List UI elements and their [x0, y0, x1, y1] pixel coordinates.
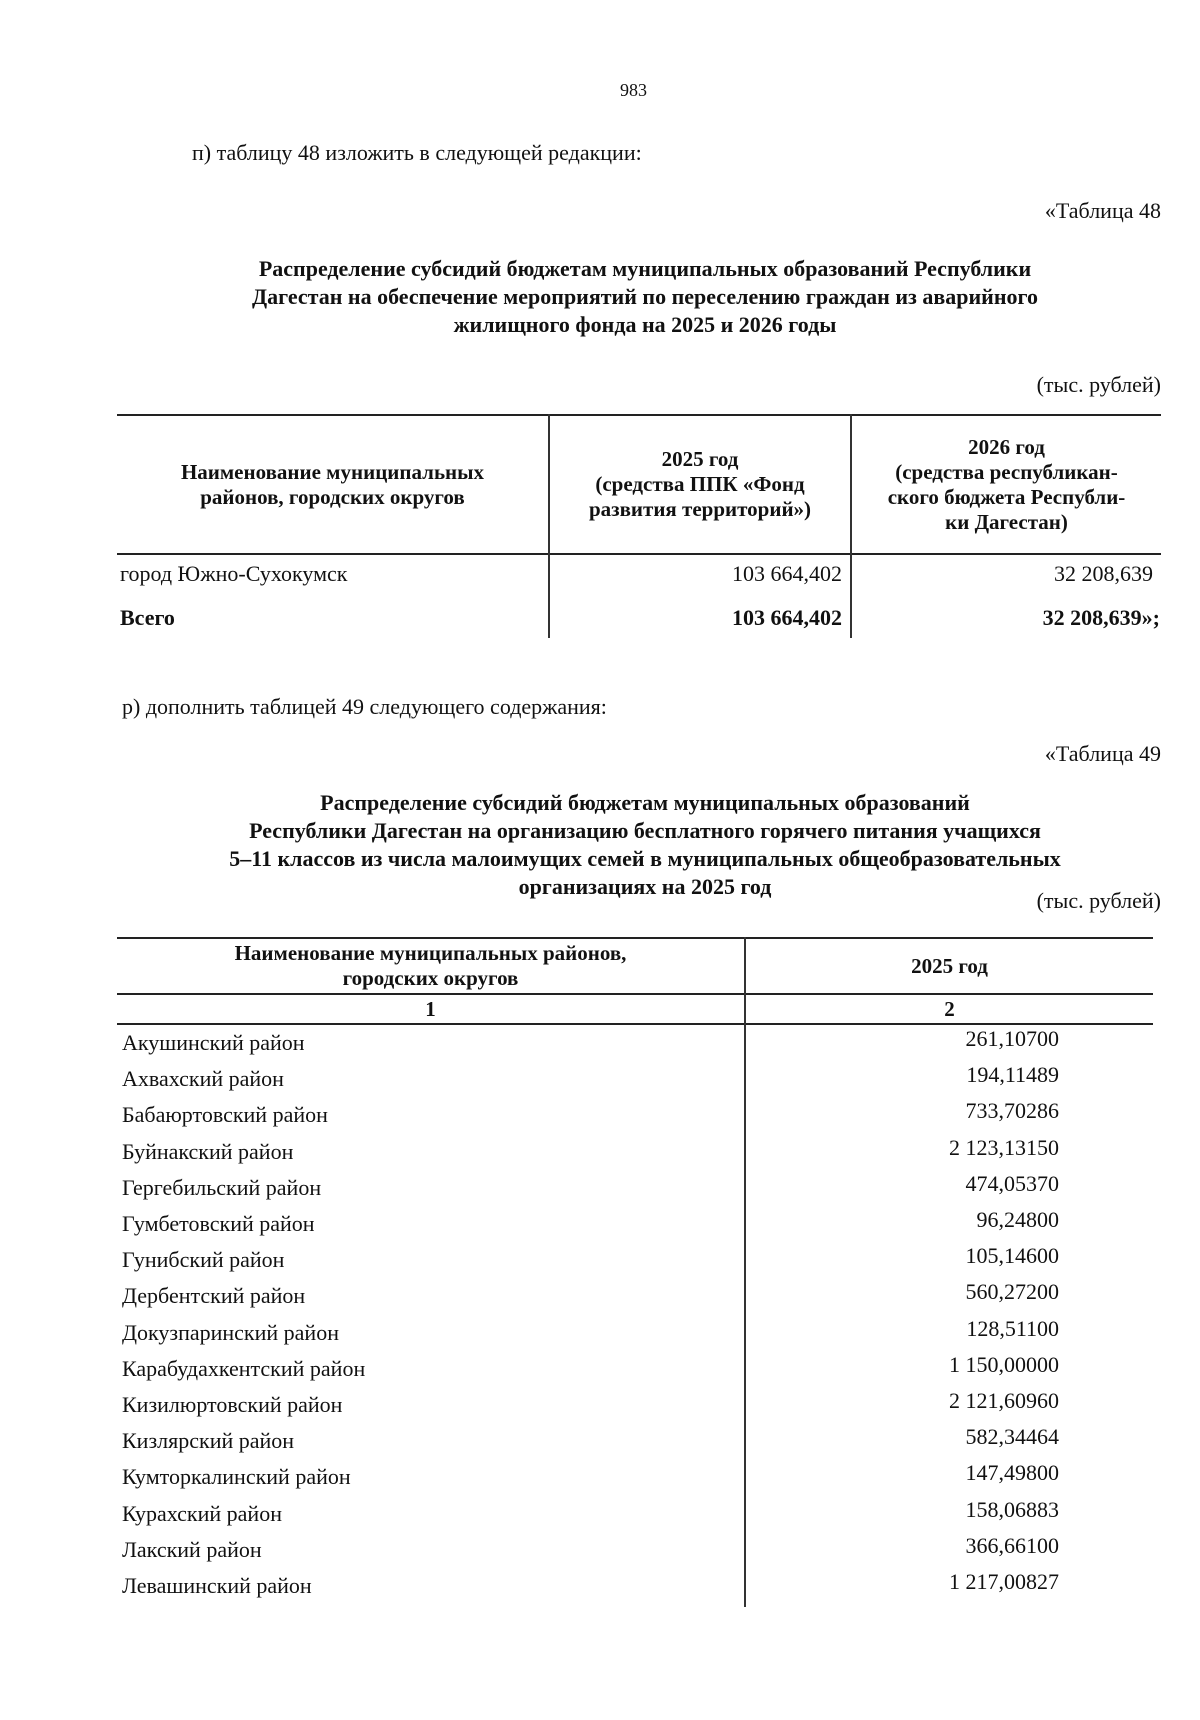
header-2025: [550, 416, 850, 553]
table49-title: [130, 789, 1160, 901]
row-value: 105,14600: [965, 1243, 1059, 1269]
header-line: ки Дагестан): [945, 509, 1068, 534]
header-2026: [852, 416, 1161, 553]
total-value-2026: 32 208,639»;: [1042, 605, 1160, 630]
header-line: районов, городских округов: [200, 484, 465, 509]
table49-units: (тыс. рублей): [1036, 888, 1161, 913]
table48-label: «Таблица 48: [1044, 198, 1161, 223]
header-line: ского бюджета Республи-: [887, 484, 1126, 509]
page-number: 983: [620, 80, 647, 100]
row-value: 366,66100: [965, 1532, 1059, 1558]
header-line: Наименование муниципальных: [180, 459, 485, 484]
title-line: Распределение субсидий бюджетам муниципальных образований Республики: [258, 256, 1032, 281]
table-border: [117, 1023, 1153, 1025]
total-value-2025: 103 664,402: [732, 605, 842, 630]
header-line: развития территорий»): [588, 497, 812, 521]
row-name: Докузпаринский район: [122, 1319, 339, 1345]
row-value: 96,24800: [976, 1207, 1059, 1232]
row-name: Гунибский район: [122, 1247, 285, 1273]
column-number-1: 1: [425, 996, 436, 1021]
row-value: 158,06883: [965, 1496, 1059, 1522]
title-line: жилищного фонда на 2025 и 2026 годы: [453, 312, 837, 337]
table48-units: (тыс. рублей): [1036, 372, 1161, 397]
row-name: Дербентский район: [122, 1283, 306, 1309]
row-value: 128,51100: [966, 1315, 1059, 1341]
table49-label: «Таблица 49: [1044, 741, 1161, 766]
title-line: Дагестан на обеспечение мероприятий по переселению граждан из аварийного: [252, 284, 1038, 309]
title-line: Распределение субсидий бюджетам муниципальных образований: [320, 790, 970, 815]
row-name: Гумбетовский район: [122, 1211, 315, 1236]
row-value: 560,27200: [965, 1279, 1059, 1305]
row-value-2025: 103 664,402: [732, 561, 842, 586]
row-value: 2 123,13150: [949, 1134, 1059, 1160]
row-name: Карабудахкентский район: [122, 1355, 366, 1381]
column-divider: [744, 937, 746, 1607]
table48-title: [130, 255, 1160, 339]
total-label: Всего: [120, 605, 175, 630]
row-value: 474,05370: [965, 1170, 1059, 1196]
title-line: организациях на 2025 год: [518, 874, 772, 899]
row-value: 733,70286: [965, 1098, 1059, 1124]
row-name: Лакский район: [122, 1536, 262, 1562]
row-value: 1 217,00827: [949, 1569, 1059, 1594]
row-name: Акушинский район: [122, 1030, 305, 1055]
row-value: 147,49800: [965, 1460, 1059, 1486]
row-name: Кизлярский район: [122, 1428, 295, 1454]
row-name: Гергебильский район: [122, 1174, 322, 1200]
item-p-text: п) таблицу 48 изложить в следующей редакции:: [192, 140, 642, 165]
title-line: Республики Дагестан на организацию бесплатного горячего питания учащихся: [249, 818, 1041, 843]
row-value: 582,34464: [965, 1424, 1059, 1450]
column-number-2: 2: [944, 996, 955, 1021]
title-line: 5–11 классов из числа малоимущих семей в муниципальных общеобразовательных: [229, 846, 1061, 871]
item-r-text: р) дополнить таблицей 49 следующего содержания:: [122, 694, 607, 719]
table-border: [117, 553, 1161, 555]
row-name: Кумторкалинский район: [122, 1464, 351, 1490]
row-name: Кизилюртовский район: [122, 1392, 343, 1417]
row-name: Курахский район: [122, 1500, 282, 1526]
header-line: городских округов: [342, 966, 519, 990]
row-value: 2 121,60960: [949, 1388, 1059, 1413]
row-value: 194,11489: [966, 1062, 1059, 1088]
row-name: Бабаюртовский район: [122, 1102, 328, 1128]
header-line: Наименование муниципальных районов,: [234, 941, 627, 965]
row-name: Левашинский район: [122, 1573, 312, 1598]
row-value: 261,10700: [965, 1026, 1059, 1051]
row-name: Буйнакский район: [122, 1138, 294, 1164]
header-2025: 2025 год: [911, 953, 988, 978]
header-name: [117, 939, 744, 993]
header-line: (средства республикан-: [895, 459, 1118, 484]
header-line: (средства ППК «Фонд: [595, 472, 805, 496]
header-line: 2026 год: [968, 434, 1045, 459]
row-value: 1 150,00000: [949, 1351, 1059, 1377]
header-name: [117, 416, 548, 553]
row-name: город Южно-Сухокумск: [120, 561, 348, 586]
row-name: Ахвахский район: [122, 1066, 284, 1092]
header-line: 2025 год: [661, 447, 739, 471]
row-value-2026: 32 208,639: [1054, 561, 1153, 586]
